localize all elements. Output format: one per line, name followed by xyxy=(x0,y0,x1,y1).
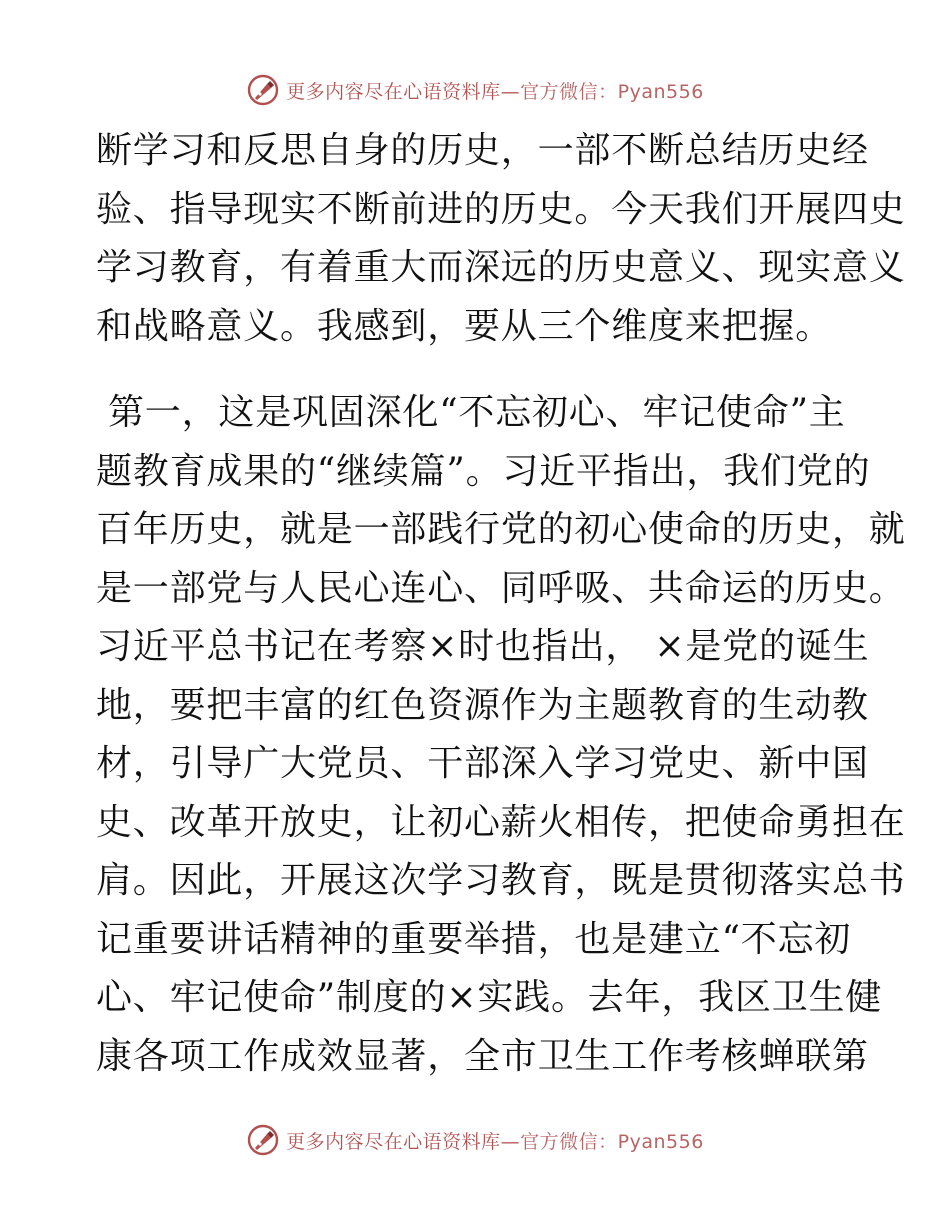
text-line: 心、牢记使命”制度的×实践。去年，我区卫生健 xyxy=(96,977,883,1018)
pen-nib-circle-icon xyxy=(246,1123,280,1157)
footer-watermark xyxy=(0,1120,950,1160)
text-line: 验、指导现实不断前进的历史。今天我们开展四史 xyxy=(96,188,906,230)
text-line: 记重要讲话精神的重要举措，也是建立“不忘初 xyxy=(96,918,852,960)
text-line: 习近平总书记在考察×时也指出， ×是党的诞生 xyxy=(96,626,870,667)
text-line: 材，引导广大党员、干部深入学习党史、新中国 xyxy=(96,743,869,784)
watermark-main: 更多内容尽在心语资料库 xyxy=(286,80,501,103)
paragraph-gap xyxy=(96,356,856,384)
header-watermark xyxy=(0,70,950,110)
watermark-separator: — xyxy=(500,80,521,103)
watermark-main: 更多内容尽在心语资料库 xyxy=(286,1130,501,1153)
paragraph-2 xyxy=(96,384,906,1086)
text-line: 学习教育，有着重大而深远的历史意义、现实意义 xyxy=(96,247,906,288)
text-line: 是一部党与人民心连心、同呼吸、共命运的历史。 xyxy=(96,567,906,609)
text-line: 和战略意义。我感到，要从三个维度来把握。 xyxy=(96,305,833,347)
text-line: 题教育成果的“继续篇”。习近平指出，我们党的 xyxy=(96,450,871,492)
text-line: 康各项工作成效显著，全市卫生工作考核蝉联第 xyxy=(96,1035,869,1077)
document-body xyxy=(96,122,906,1086)
text-line: 百年历史，就是一部践行党的初心使命的历史，就 xyxy=(96,509,906,550)
text-line: 第一，这是巩固深化“不忘初心、牢记使命”主 xyxy=(108,392,846,433)
text-line: 断学习和反思自身的历史，一部不断总结历史经 xyxy=(96,130,869,171)
text-line: 史、改革开放史，让初心薪火相传，把使命勇担在 xyxy=(96,801,906,843)
paragraph-1 xyxy=(96,122,906,356)
pen-nib-circle-icon xyxy=(246,73,280,107)
text-line: 地，要把丰富的红色资源作为主题教育的生动教 xyxy=(96,684,869,726)
watermark-sub: 官方微信：Pyan556 xyxy=(520,1130,704,1153)
watermark-text xyxy=(286,77,704,104)
watermark-text xyxy=(286,1127,704,1154)
watermark-sub: 官方微信：Pyan556 xyxy=(520,80,704,103)
text-line: 肩。因此，开展这次学习教育，既是贯彻落实总书 xyxy=(96,860,906,901)
watermark-separator: — xyxy=(500,1130,521,1153)
